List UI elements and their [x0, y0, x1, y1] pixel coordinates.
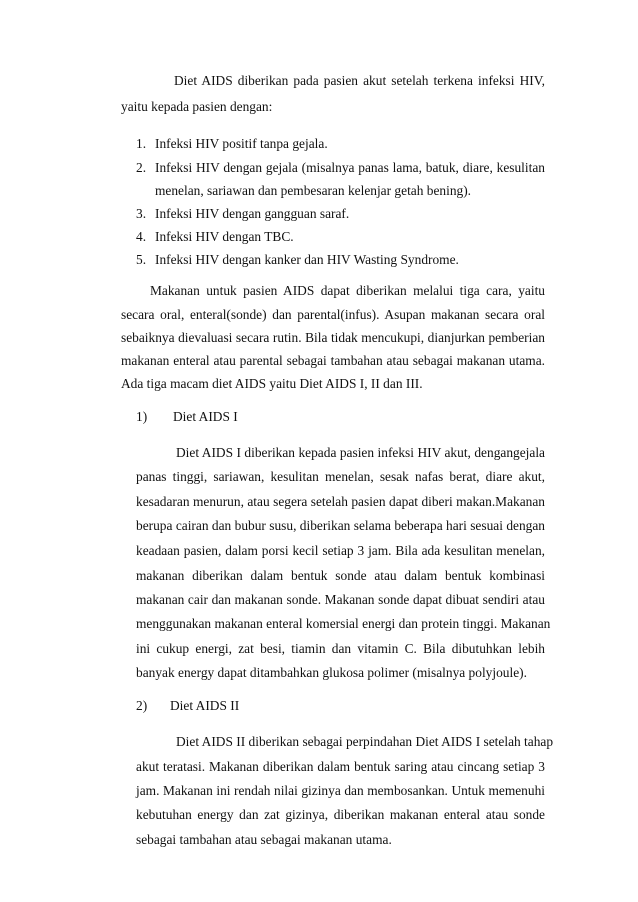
intro-line-1: Diet AIDS diberikan pada pasien akut setelah terkena infeksi HIV,: [174, 73, 545, 88]
section-1-title: Diet AIDS I: [173, 409, 238, 424]
section-1-line-4: berupa cairan dan bubur susu, diberikan selama beberapa hari sesuai dengan: [136, 518, 545, 533]
section-2-line-3: jam. Makanan ini rendah nilai gizinya dan membosankan. Untuk memenuhi: [136, 783, 545, 798]
section-1-line-10: banyak energy dapat ditambahkan glukosa polimer (misalnya polyjoule).: [136, 665, 527, 680]
section-2-line-2: akut teratasi. Makanan diberikan dalam bentuk saring atau cincang setiap 3: [136, 759, 545, 774]
section-1-line-2: panas tinggi, sariawan, kesulitan menelan, sesak nafas berat, diare akut,: [136, 469, 545, 484]
list-number-2: 2.: [136, 160, 147, 175]
list-number-5: 5.: [136, 252, 147, 267]
list-number-4: 4.: [136, 229, 147, 244]
section-2-line-1: Diet AIDS II diberikan sebagai perpindahan Diet AIDS I setelah tahap: [176, 734, 554, 749]
para2-line-1: Makanan untuk pasien AIDS dapat diberikan melalui tiga cara, yaitu: [150, 283, 545, 298]
para2-line-3: sebaiknya dievaluasi secara rutin. Bila tidak mencukupi, dianjurkan pemberian: [121, 330, 545, 345]
section-1-line-6: makanan diberikan dalam bentuk sonde atau dalam bentuk kombinasi: [136, 568, 545, 583]
section-1-line-3: kesadaran menurun, atau segera setelah pasien dapat diberi makan.Makanan: [136, 494, 545, 509]
list-item-4: Infeksi HIV dengan TBC.: [155, 229, 294, 244]
section-2-line-4: kebutuhan energy dan zat gizinya, diberikan makanan enteral atau sonde: [136, 807, 545, 822]
section-2-title: Diet AIDS II: [170, 698, 240, 713]
para2-line-2: secara oral, enteral(sonde) dan parental(infus). Asupan makanan secara oral: [121, 307, 545, 322]
list-number-1: 1.: [136, 136, 147, 151]
list-item-2-line-2: menelan, sariawan dan pembesaran kelenjar getah bening).: [155, 183, 472, 198]
para2-line-4: makanan enteral atau parental sebagai tambahan atau sebagai makanan utama.: [121, 353, 545, 368]
intro-line-2: yaitu kepada pasien dengan:: [121, 99, 273, 114]
list-item-3: Infeksi HIV dengan gangguan saraf.: [155, 206, 350, 221]
section-1-line-8: menggunakan makanan enteral komersial energi dan protein tinggi. Makanan: [136, 616, 551, 631]
section-1-number: 1): [136, 409, 148, 424]
para2-line-5: Ada tiga macam diet AIDS yaitu Diet AIDS I, II dan III.: [121, 376, 423, 391]
list-item-2-line-1: Infeksi HIV dengan gejala (misalnya panas lama, batuk, diare, kesulitan: [155, 160, 545, 175]
section-1-line-5: keadaan pasien, dalam porsi kecil setiap 3 jam. Bila ada kesulitan menelan,: [136, 543, 545, 558]
section-1-line-1: Diet AIDS I diberikan kepada pasien infeksi HIV akut, dengangejala: [176, 445, 545, 460]
section-1-line-7: makanan cair dan makanan sonde. Makanan sonde dapat dibuat sendiri atau: [136, 592, 545, 607]
list-number-3: 3.: [136, 206, 147, 221]
section-1-line-9: ini cukup energi, zat besi, tiamin dan vitamin C. Bila dibutuhkan lebih: [136, 641, 545, 656]
section-2-number: 2): [136, 698, 148, 713]
list-item-1: Infeksi HIV positif tanpa gejala.: [155, 136, 328, 151]
section-2-line-5: sebagai tambahan atau sebagai makanan utama.: [136, 832, 392, 847]
list-item-5: Infeksi HIV dengan kanker dan HIV Wasting Syndrome.: [155, 252, 459, 267]
